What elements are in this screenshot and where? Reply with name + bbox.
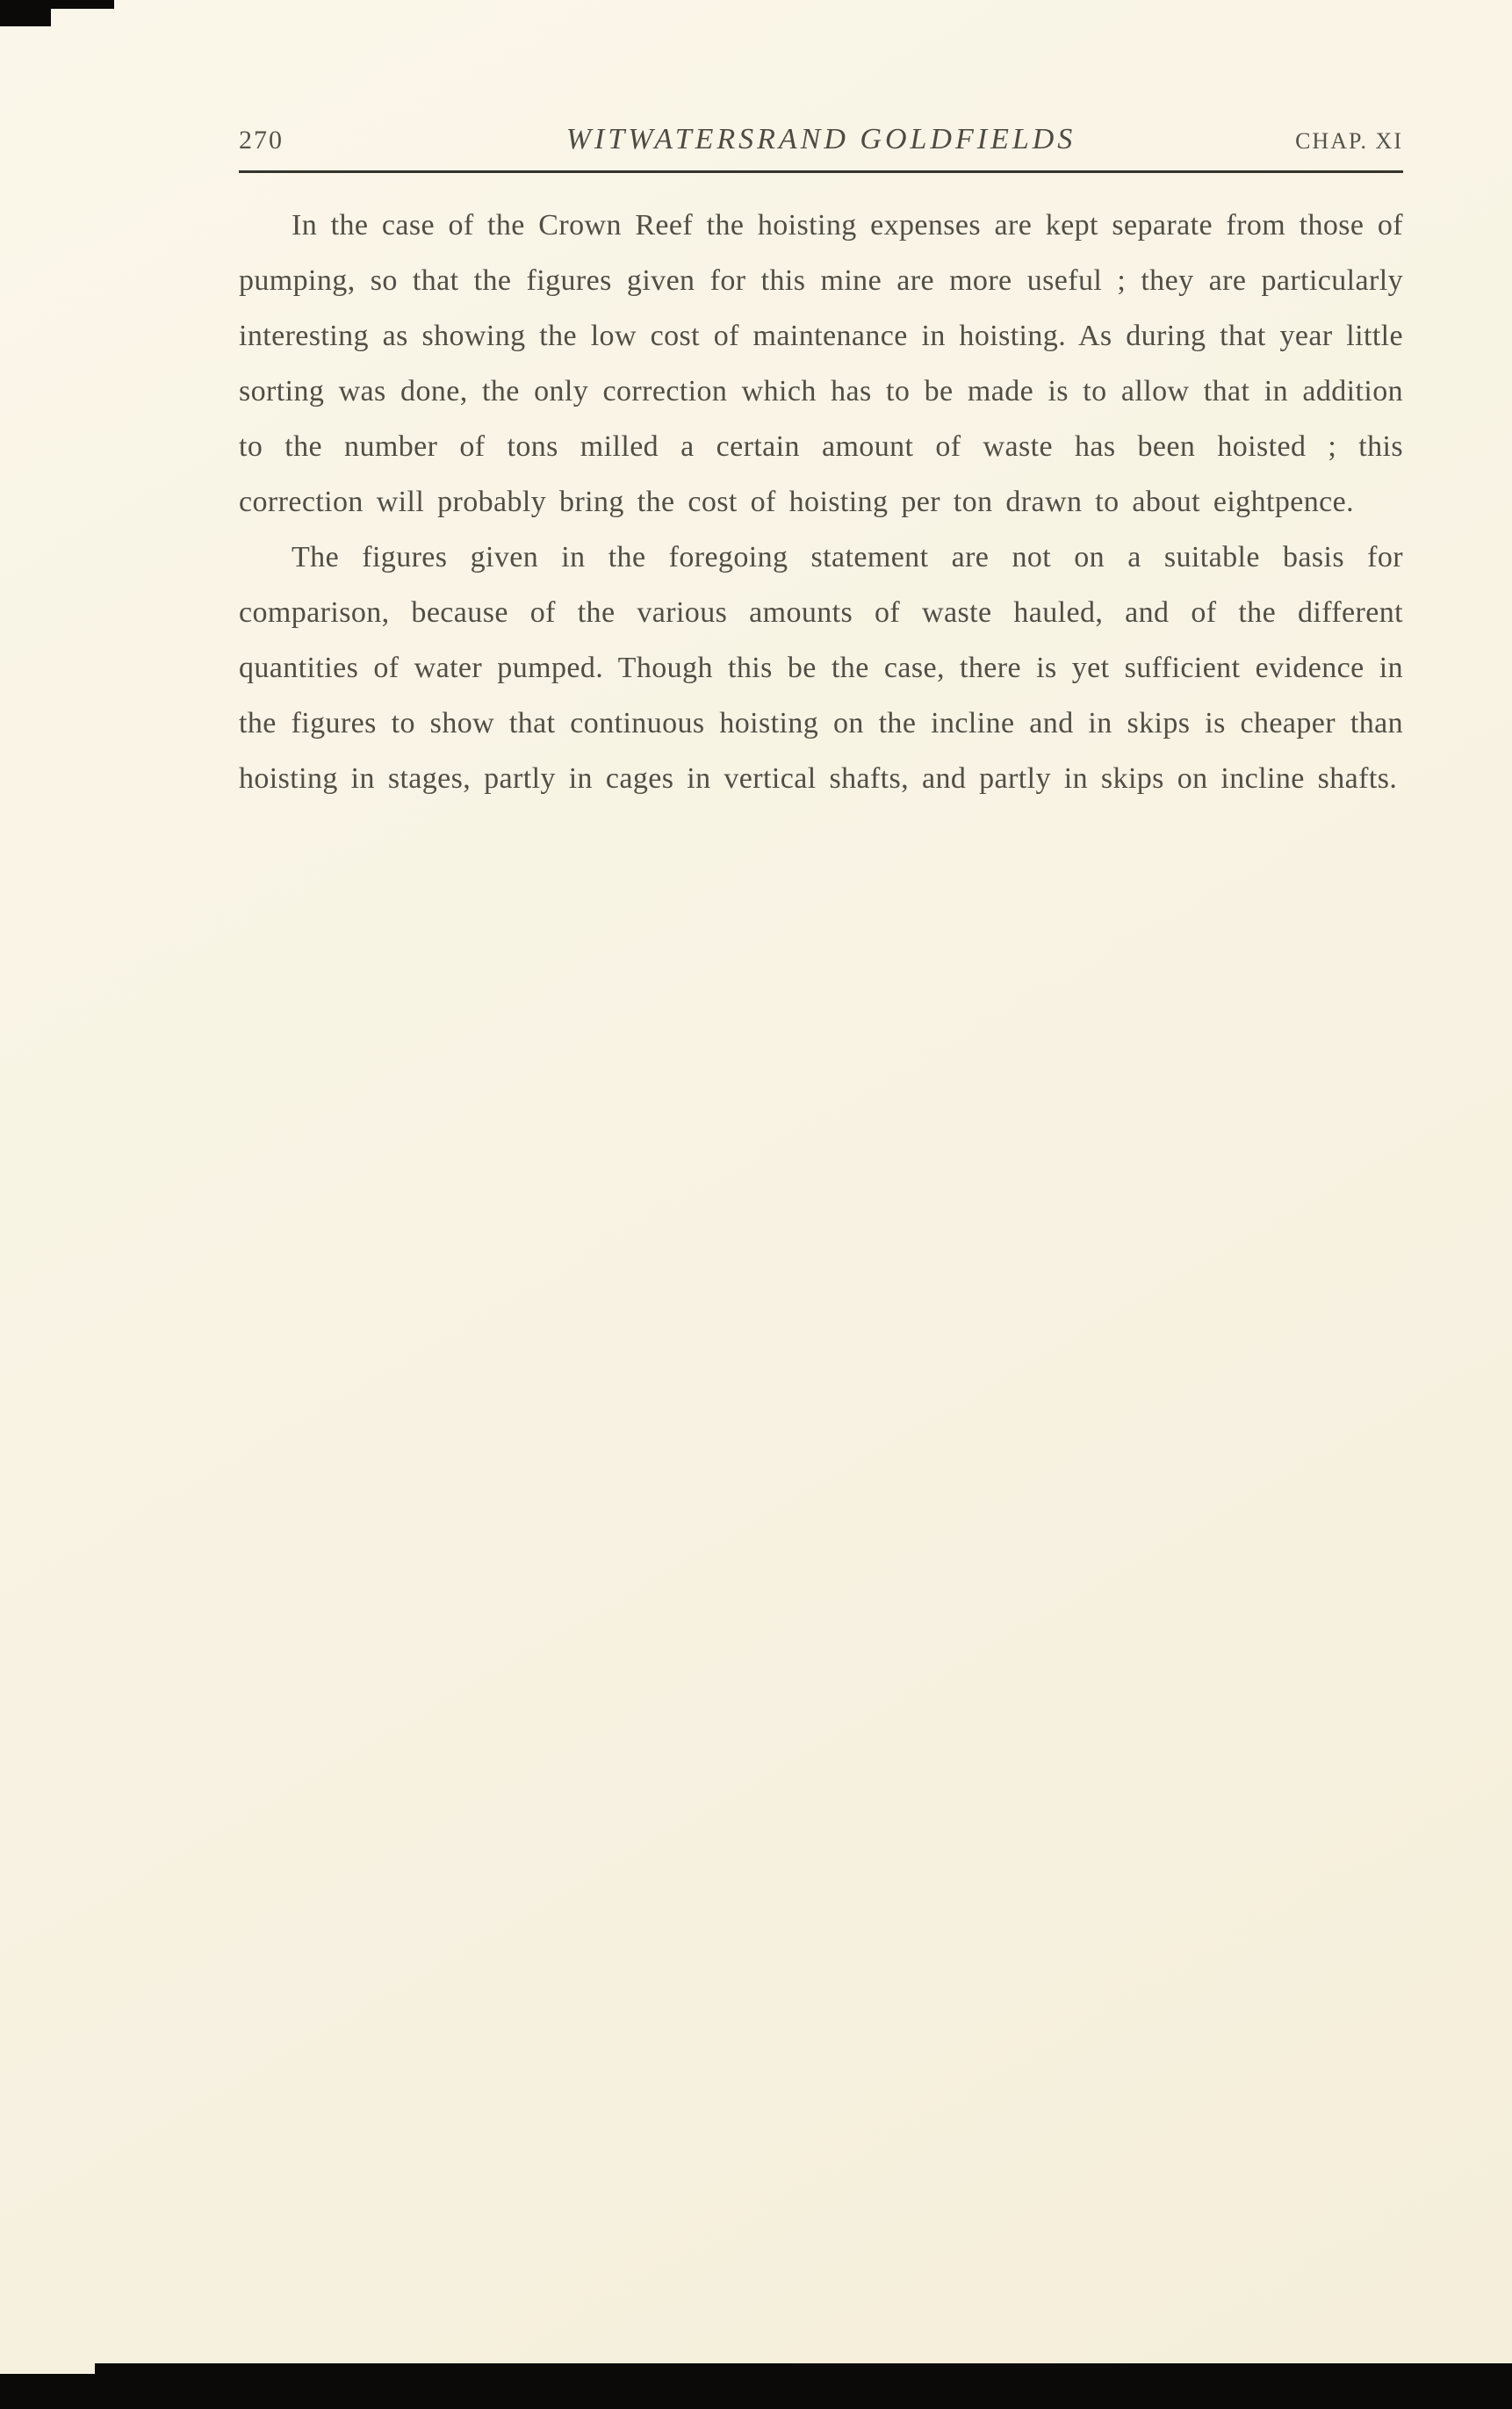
paragraph-2: The figures given in the foregoing statement are not on a suitable basis for comparison, because of the various amounts of waste hauled, and of the different quantities of water pumped. Though this be the case, there is yet sufficient evidence in the figures to show that continuous hoisting on the incline and in skips is cheaper than hoisting in stages, partly in cages in vertical shafts, and partly in skips on incline shafts. <box>239 541 1403 795</box>
header-rule <box>239 170 1403 173</box>
running-title: WITWATERSRAND GOLDFIELDS <box>565 123 1076 155</box>
body-text <box>239 198 1403 806</box>
scan-artifact-top-edge <box>0 0 114 9</box>
scan-artifact-bottom-bar <box>0 2374 1512 2409</box>
page-content <box>239 123 1403 806</box>
scan-artifact-bottom-left <box>0 2393 98 2409</box>
page-number: 270 <box>239 126 284 155</box>
running-head <box>239 123 1403 156</box>
chapter-label: CHAP. XI <box>1295 128 1403 154</box>
paragraph-1: In the case of the Crown Reef the hoisting expenses are kept separate from those of pumping, so that the figures given for this mine are more useful ; they are particularly interesting as showing the low cost of maintenance in hoisting. As during that year little sorting was done, the only correction which has to be made is to allow that in addition to the number of tons milled a certain amount of waste has been hoisted ; this correction will probably bring the cost of hoisting per ton drawn to about eightpence. <box>239 209 1403 518</box>
